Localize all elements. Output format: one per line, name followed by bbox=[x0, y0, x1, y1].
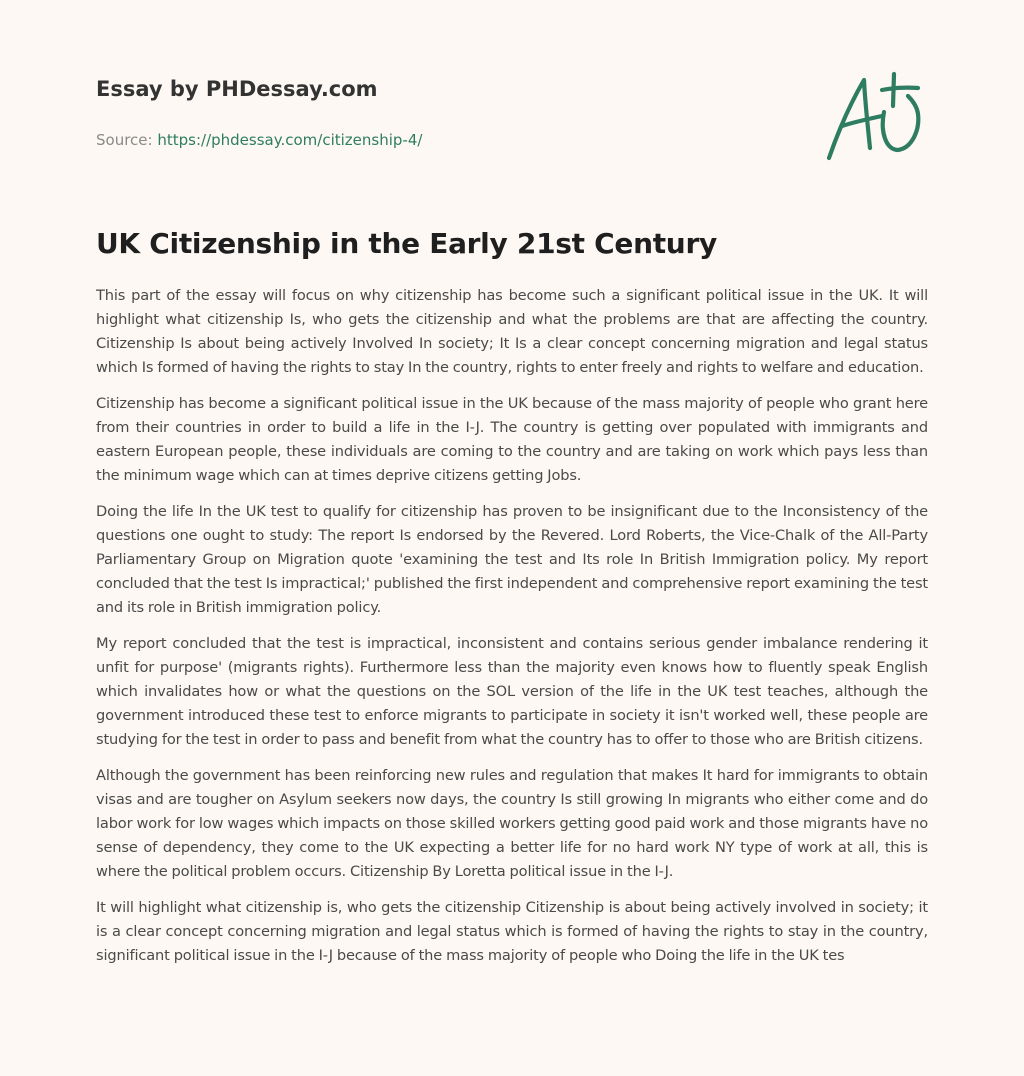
header bbox=[96, 74, 422, 150]
essay-paragraph: My report concluded that the test is impractical, inconsistent and contains serious gender imbalance rendering it unfit for purpose' (migrants rights). Furthermore less than the majority even knows how to fluently speak English which invalidates how or what the questions on the SOL version of the life in the UK test teaches, although the government introduced these test to enforce migrants to participate in society it isn't worked well, these people are studying for the test in order to pass and benefit from what the country has to offer to those who are British citizens. bbox=[96, 635, 928, 748]
a-plus-grade-icon bbox=[822, 66, 930, 166]
essay-paragraph: Although the government has been reinforcing new rules and regulation that makes It hard for immigrants to obtain visas and are tougher on Asylum seekers now days, the country Is still growing In migrants who either come and do labor work for low wages which impacts on those skilled workers getting good paid work and those migrants have no sense of dependency, they come to the UK expecting a better life for no hard work NY type of work at all, this is where the political problem occurs. Citizenship By Loretta political issue in the I-J. bbox=[96, 767, 928, 880]
source-link[interactable]: https://phdessay.com/citizenship-4/ bbox=[157, 131, 423, 149]
essay-paragraph: Citizenship has become a significant political issue in the UK because of the mass majority of people who grant here from their countries in order to build a life in the I-J. The country is getting over populated with immigrants and eastern European people, these individuals are coming to the country and are taking on work which pays less than the minimum wage which can at times deprive citizens getting Jobs. bbox=[96, 395, 928, 484]
source-label: Source: bbox=[96, 131, 153, 149]
essay-paragraph: Doing the life In the UK test to qualify for citizenship has proven to be insignificant due to the Inconsistency of the questions one ought to study: The report Is endorsed by the Revered. Lord Roberts, the Vice-Chalk of the All-Party Parliamentary Group on Migration quote 'examining the test and Its role In British Immigration policy. My report concluded that the test Is impractical;' published the first independent and comprehensive report examining the test and its role in British immigration policy. bbox=[96, 503, 928, 616]
source-line bbox=[96, 130, 422, 150]
site-title: Essay by PHDessay.com bbox=[96, 77, 378, 101]
essay-body bbox=[96, 284, 928, 980]
essay-title: UK Citizenship in the Early 21st Century bbox=[96, 227, 717, 260]
essay-paragraph: It will highlight what citizenship is, who gets the citizenship Citizenship is about being actively involved in society; it is a clear concept concerning migration and legal status which is formed of having the rights to stay in the country, significant political issue in the I-J because of the mass majority of people who Doing the life in the UK tes bbox=[96, 899, 928, 964]
essay-paragraph: This part of the essay will focus on why citizenship has become such a significant political issue in the UK. It will highlight what citizenship Is, who gets the citizenship and what the problems are that are affecting the country. Citizenship Is about being actively Involved In society; It Is a clear concept concerning migration and legal status which Is formed of having the rights to stay In the country, rights to enter freely and rights to welfare and education. bbox=[96, 287, 928, 376]
